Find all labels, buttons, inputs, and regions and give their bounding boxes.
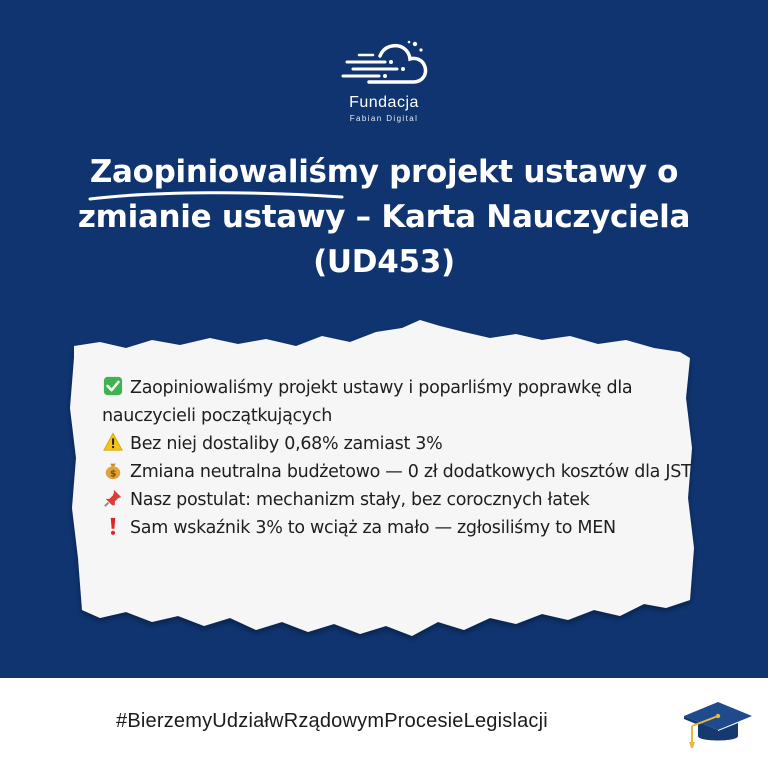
page-title (30, 150, 738, 285)
logo-name: Fundacja (349, 94, 419, 111)
warning-icon (102, 432, 124, 452)
points-list (102, 374, 692, 542)
point-text: Zmiana neutralna budżetowo — 0 zł dodatkowych kosztów dla JST (130, 462, 692, 482)
title-highlighted-word (90, 150, 379, 195)
list-item (102, 486, 692, 514)
hashtag: #BierzemyUdziałwRządowymProcesieLegislacji (116, 710, 548, 732)
torn-paper-card (60, 318, 710, 648)
svg-text:$: $ (109, 469, 117, 480)
cloud-logo-icon (339, 38, 429, 90)
title-line2: zmianie ustawy – Karta Nauczyciela (77, 199, 691, 235)
exclamation-icon (102, 516, 124, 536)
title-highlight-text: Zaopiniowaliśmy (89, 154, 379, 190)
point-text: Bez niej dostaliby 0,68% zamiast 3% (130, 434, 443, 454)
underline-swoosh-icon (86, 189, 346, 203)
list-item (102, 374, 692, 430)
foundation-logo (0, 38, 768, 123)
pushpin-icon (102, 488, 124, 508)
list-item (102, 430, 692, 458)
footer-bar (0, 678, 768, 768)
graduation-cap-icon (680, 698, 756, 750)
logo-subtitle: Fabian Digital (349, 114, 419, 123)
list-item (102, 514, 692, 542)
point-text: Nasz postulat: mechanizm stały, bez corocznych łatek (130, 490, 590, 510)
title-line1-rest: projekt ustawy o (378, 154, 679, 190)
point-text: Zaopiniowaliśmy projekt ustawy i poparliśmy poprawkę dla nauczycieli początkujących (102, 378, 633, 426)
title-line3: (UD453) (313, 244, 455, 280)
check-mark-icon (102, 376, 124, 396)
list-item (102, 458, 692, 486)
point-text: Sam wskaźnik 3% to wciąż za mało — zgłosiliśmy to MEN (130, 518, 616, 538)
money-bag-icon (102, 460, 124, 480)
